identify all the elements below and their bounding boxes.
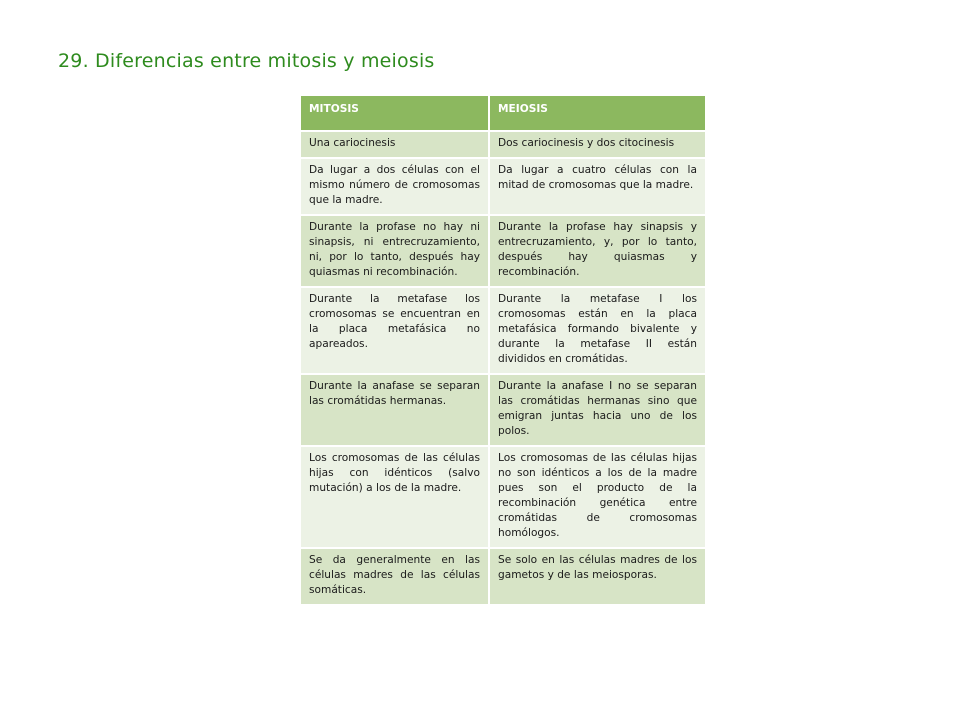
meiosis-cell: Durante la anafase I no se separan las cromátidas hermanas sino que emigran juntas hacia uno de los polos. (489, 374, 706, 446)
table-header-row (300, 95, 706, 131)
table-row (300, 215, 706, 287)
meiosis-cell: Dos cariocinesis y dos citocinesis (489, 131, 706, 158)
table-row (300, 158, 706, 215)
mitosis-cell: Una cariocinesis (300, 131, 489, 158)
header-meiosis: MEIOSIS (489, 95, 706, 131)
mitosis-cell: Da lugar a dos células con el mismo número de cromosomas que la madre. (300, 158, 489, 215)
comparison-table (299, 94, 707, 606)
table-row (300, 548, 706, 605)
meiosis-cell: Los cromosomas de las células hijas no son idénticos a los de la madre pues son el producto de la recombinación genética entre cromátidas de cromosomas homólogos. (489, 446, 706, 548)
meiosis-cell: Se solo en las células madres de los gametos y de las meiosporas. (489, 548, 706, 605)
header-mitosis: MITOSIS (300, 95, 489, 131)
mitosis-cell: Durante la anafase se separan las cromátidas hermanas. (300, 374, 489, 446)
table-row (300, 374, 706, 446)
meiosis-cell: Da lugar a cuatro células con la mitad de cromosomas que la madre. (489, 158, 706, 215)
page-title: 29. Diferencias entre mitosis y meiosis (58, 50, 435, 72)
mitosis-cell: Durante la metafase los cromosomas se encuentran en la placa metafásica no apareados. (300, 287, 489, 374)
mitosis-cell: Se da generalmente en las células madres de las células somáticas. (300, 548, 489, 605)
table-row (300, 287, 706, 374)
meiosis-cell: Durante la profase hay sinapsis y entrecruzamiento, y, por lo tanto, después hay quiasmas y recombinación. (489, 215, 706, 287)
table-row (300, 131, 706, 158)
table-row (300, 446, 706, 548)
meiosis-cell: Durante la metafase I los cromosomas están en la placa metafásica formando bivalente y durante la metafase II están divididos en cromátidas. (489, 287, 706, 374)
mitosis-cell: Durante la profase no hay ni sinapsis, ni entrecruzamiento, ni, por lo tanto, después hay quiasmas ni recombinación. (300, 215, 489, 287)
mitosis-cell: Los cromosomas de las células hijas con idénticos (salvo mutación) a los de la madre. (300, 446, 489, 548)
